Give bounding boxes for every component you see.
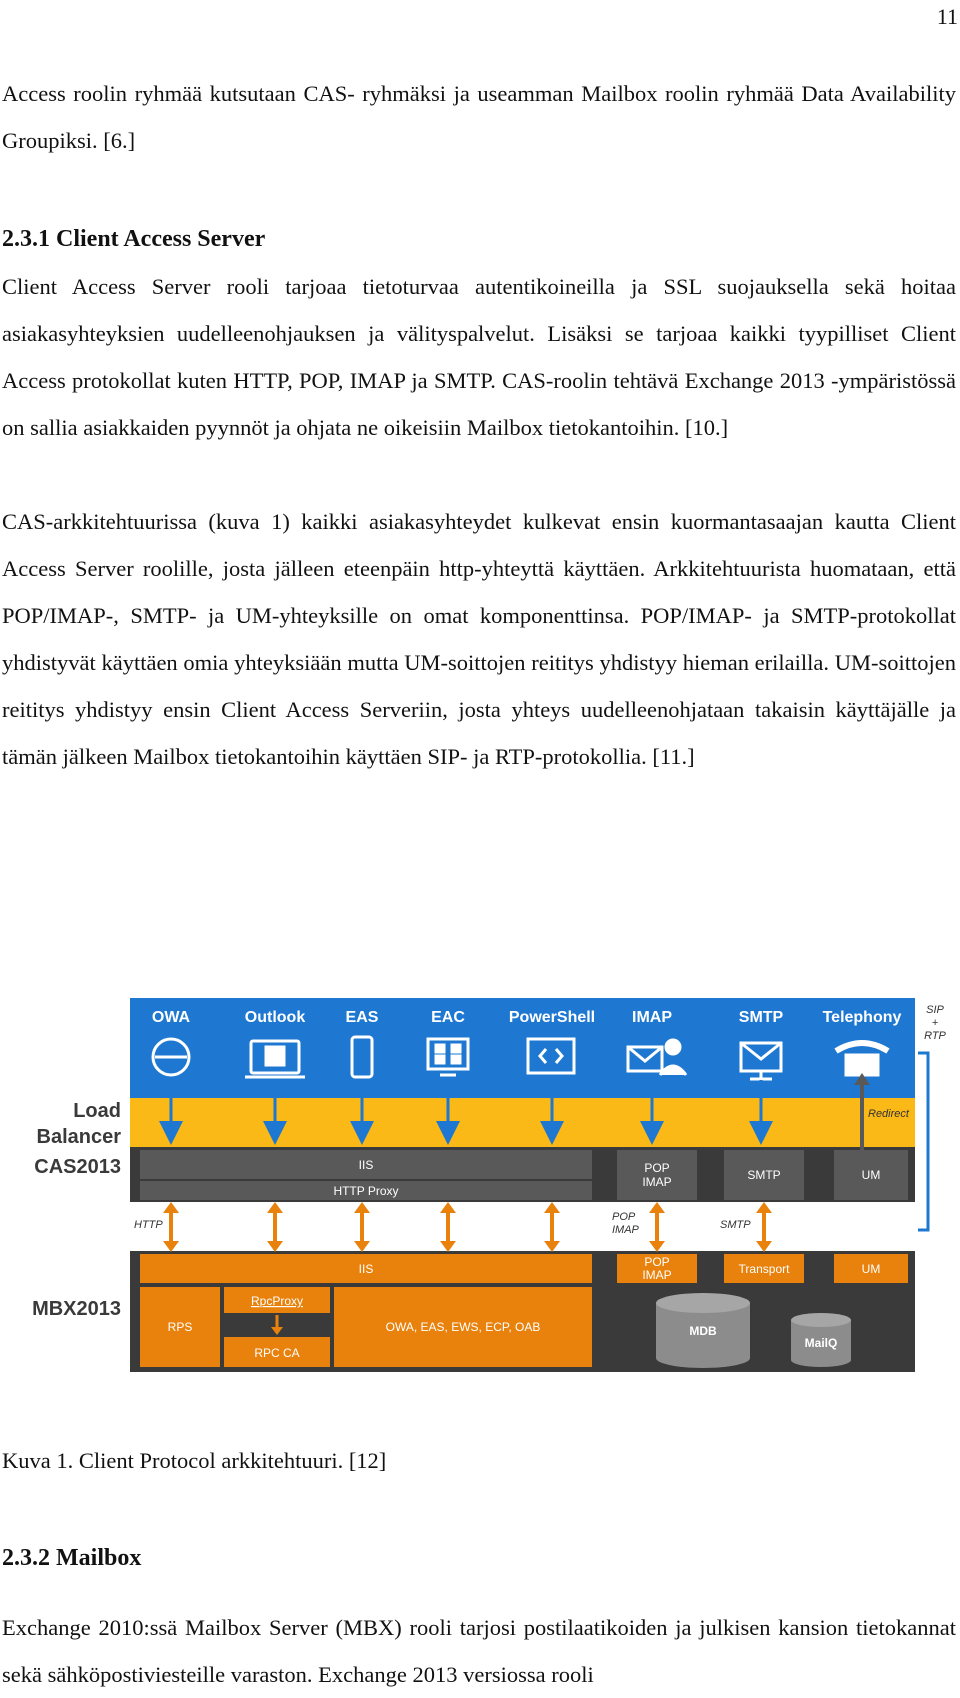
cas-http-proxy-text: HTTP Proxy — [333, 1184, 399, 1198]
client-label-eac: EAC — [431, 1009, 465, 1026]
client-label-smtp: SMTP — [738, 1009, 784, 1026]
load-balancer-label-2: Balancer — [36, 1126, 121, 1148]
pop-protocol-label: POP — [612, 1211, 636, 1223]
client-label-outlook: Outlook — [244, 1009, 306, 1026]
mailbox-section — [2, 1604, 956, 1698]
section-heading-2-3-1: 2.3.1 Client Access Server — [2, 226, 266, 252]
document-body — [2, 70, 956, 780]
mbx-rpcca-text: RPC CA — [254, 1346, 300, 1360]
cas-iis-text: IIS — [358, 1158, 374, 1172]
mbx-um-text: UM — [861, 1262, 881, 1276]
client-label-powershell: PowerShell — [508, 1009, 596, 1026]
sip-label: SIP — [926, 1004, 944, 1016]
client-label-owa: OWA — [151, 1009, 191, 1026]
mbx-services-text: OWA, EAS, EWS, ECP, OAB — [385, 1320, 541, 1334]
mbx-rpcproxy-text: RpcProxy — [250, 1294, 304, 1308]
mbx-imap-text: IMAP — [642, 1268, 672, 1282]
mbx-pop-text: POP — [644, 1255, 670, 1269]
paragraph-cas-role: Client Access Server rooli tarjoaa tietoturvaa autentikoineilla ja SSL suojauksella sekä hoitaa asiakasyhteyksien uudelleenohjauksen ja välityspalvelut. Lisäksi se tarjoaa kaikki tyypilliset Client Access protokollat kuten HTTP, POP, IMAP ja SMTP. CAS-roolin tehtävä Exchange 2013 -ympäristössä on sallia asiakkaiden pyynnöt ja ohjata ne oikeisiin Mailbox tietokantoihin. [10.] — [2, 274, 956, 440]
cas2013-label: CAS2013 — [34, 1156, 121, 1178]
client-label-telephony: Telephony — [822, 1009, 902, 1026]
mbx2013-label: MBX2013 — [32, 1298, 121, 1320]
mbx-transport-text: Transport — [738, 1262, 790, 1276]
cas-pop-text: POP — [644, 1161, 670, 1175]
cas-um-text: UM — [861, 1168, 881, 1182]
redirect-label: Redirect — [868, 1108, 909, 1120]
paragraph-cas-architecture: CAS-arkkitehtuurissa (kuva 1) kaikki asiakasyhteydet kulkevat ensin kuormantasaajan kautta Client Access Server roolille, josta jälleen eteenpäin http-yhteyttä käyttäen. Arkkitehtuurista huomataan, että POP/IMAP-, SMTP- ja UM-yhteyksille on omat komponenttinsa. POP/IMAP- ja SMTP-protokollat yhdistyvät käyttäen omia yhteyksiään mutta UM-soittojen reititys yhdistyy hieman erilailla. UM-soittojen reititys yhdistyy ensin Client Access Serveriin, josta yhteys uudelleenohjataan takaisin käyttäjälle ja tämän jälkeen Mailbox tietokantoihin käyttäen SIP- ja RTP-protokollia. [11.] — [2, 509, 956, 769]
figure-caption: Kuva 1. Client Protocol arkkitehtuuri. [12] — [2, 1448, 387, 1473]
section-heading-2-3-2: 2.3.2 Mailbox — [2, 1545, 142, 1571]
intro-paragraph: Access roolin ryhmää kutsutaan CAS- ryhmäksi ja useamman Mailbox roolin ryhmää Data Availability Groupiksi. [6.] — [2, 81, 956, 153]
mbx-rps-text: RPS — [167, 1320, 193, 1334]
mbx-iis-text: IIS — [358, 1262, 374, 1276]
http-protocol-label: HTTP — [134, 1219, 163, 1231]
architecture-diagram — [0, 985, 960, 1390]
page-number: 11 — [936, 4, 958, 29]
load-balancer-band — [130, 1098, 915, 1147]
sip-rtp-connector — [918, 1053, 928, 1230]
paragraph-mailbox: Exchange 2010:ssä Mailbox Server (MBX) rooli tarjosi postilaatikoiden ja julkisen kansion tietokannat sekä sähköpostiviesteille varaston. Exchange 2013 versiossa rooli — [2, 1615, 956, 1687]
client-label-eas: EAS — [345, 1009, 379, 1026]
architecture-figure — [0, 985, 960, 1390]
http-arrows — [171, 1207, 764, 1247]
cas-smtp-text: SMTP — [747, 1168, 781, 1182]
mdb-text: MDB — [689, 1324, 717, 1338]
smtp-protocol-label: SMTP — [720, 1219, 751, 1231]
client-label-imap: IMAP — [632, 1009, 672, 1026]
mailq-text: MailQ — [804, 1336, 838, 1350]
imap-protocol-label: IMAP — [612, 1224, 639, 1236]
load-balancer-label-1: Load — [73, 1100, 121, 1122]
cas-imap-text: IMAP — [642, 1175, 672, 1189]
plus-label: + — [931, 1017, 939, 1029]
rtp-label: RTP — [924, 1030, 946, 1042]
